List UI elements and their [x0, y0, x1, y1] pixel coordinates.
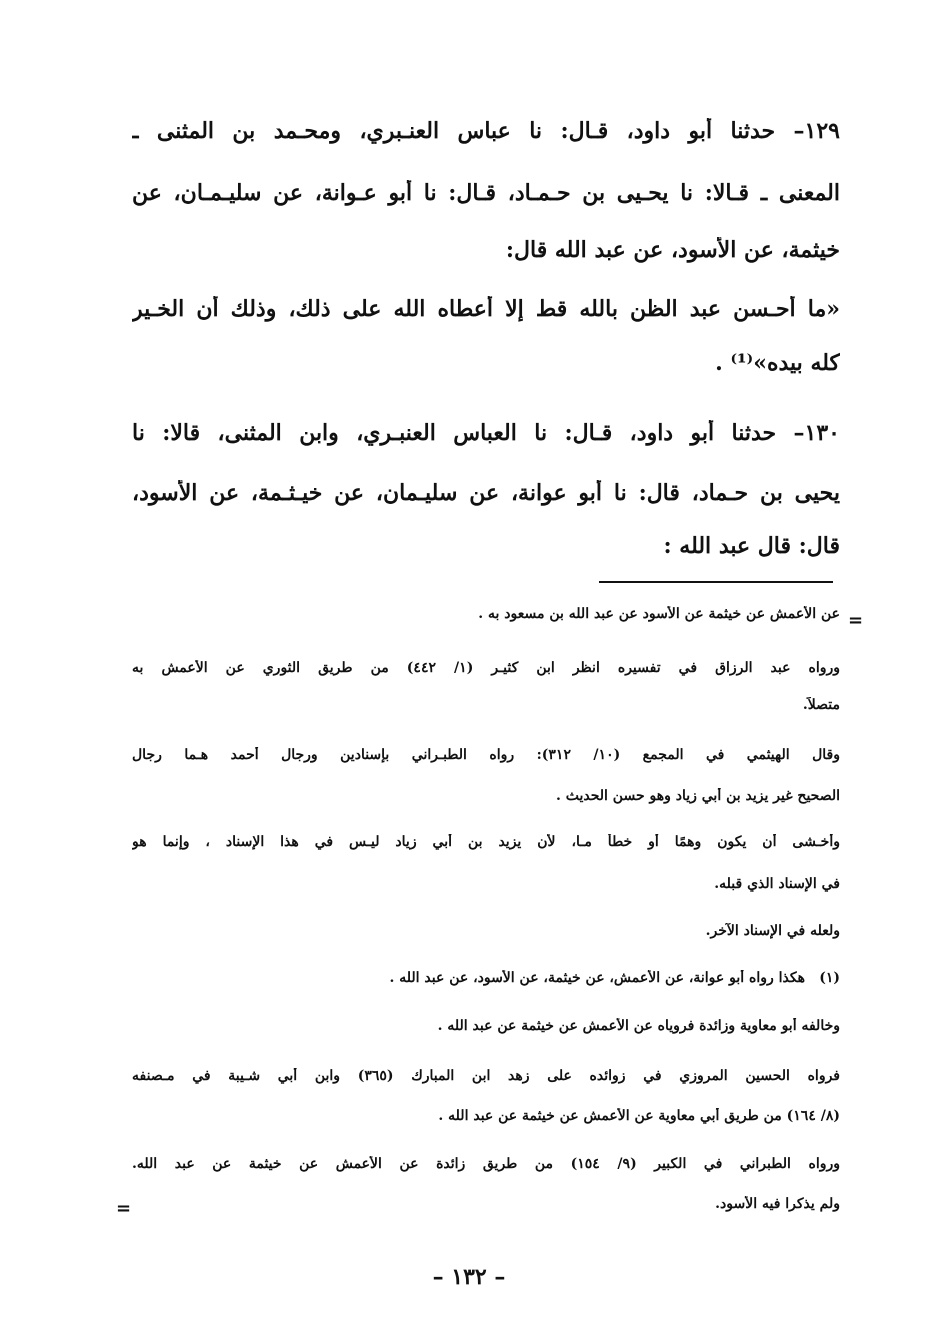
footnote-1-line-1: هكذا رواه أبو عوانة، عن الأعمش، عن خيثمة، عن الأسود، عن عبد الله .: [389, 970, 805, 986]
hadith-130-line-1: ١٣٠– حدثنا أبو داود، قـال: نا العباس العنبـري، وابن المثنى، قالا: نا: [132, 420, 840, 446]
continuation-mark-bottom: =: [116, 1198, 132, 1219]
footnote-cont-line-3: متصلاً.: [802, 697, 840, 713]
page-number: – ١٣٢ –: [432, 1264, 506, 1290]
footnote-cont-line-8: ولعله في الإسناد الآخر.: [705, 923, 840, 939]
hadith-129-line-3: خيثمة، عن الأسود، عن عبد الله قال:: [505, 237, 840, 263]
footnote-1-line-6: ولم يذكرا فيه الأسود.: [715, 1196, 840, 1212]
footnote-1-line-2: وخالفه أبو معاوية وزائدة فروياه عن الأعمش عن خيثمة عن عبد الله .: [437, 1018, 840, 1034]
footnote-cont-line-2: ورواه عبد الرزاق في تفسيره انظر ابن كثيـر (١/ ٤٤٢) من طريق الثوري عن الأعمش به: [132, 660, 840, 676]
footnote-1-line-5: ورواه الطبراني في الكبير (٩/ ١٥٤) من طريق زائدة عن الأعمش عن خيثمة عن عبد الله.: [132, 1156, 840, 1172]
hadith-130-line-2: يحيى بن حـماد، قال: نا أبو عوانة، عن سليـمان، عن خيـثـمة، عن الأسود،: [132, 480, 840, 506]
footnote-cont-line-4: وقال الهيثمي في المجمع (١٠/ ٣١٢): رواه الطبـراني بإسنادين ورجال أحمد هـما رجال: [132, 747, 840, 763]
footnote-1-number: (١): [819, 970, 840, 986]
footnote-cont-line-1: عن الأعمش عن خيثمة عن الأسود عن عبد الله بن مسعود به .: [478, 606, 840, 622]
continuation-mark-top: =: [848, 610, 864, 631]
footnote-1-line-3: فرواه الحسين المروزي في زوائده على زهد ابن المبارك (٣٦٥) وابن أبي شـيبة في مـصنفه: [132, 1068, 840, 1084]
hadith-129-line-2: المعنى ـ قـالا: نا يحـيى بن حـمـاد، قـال: نا أبو عـوانة، عن سليـمـان، عن: [132, 180, 840, 206]
hadith-129-line-5: كله بيده»⁽¹⁾ .: [715, 350, 840, 376]
footnote-cont-line-6: وأخـشى أن يكون وهمًا أو خطأ مـا، لأن يزيد بن أبي زياد ليـس في هذا الإسناد ، وإنما هو: [132, 834, 840, 850]
hadith-129-line-1: ١٢٩– حدثنا أبو داود، قـال: نا عباس العنـبري، ومحـمد بن المثنى ـ: [132, 118, 840, 144]
footnote-cont-line-7: في الإسناد الذي قبله.: [714, 876, 840, 892]
footnote-1-line-4: (٨/ ١٦٤) من طريق أبي معاوية عن الأعمش عن خيثمة عن عبد الله .: [438, 1108, 840, 1124]
hadith-129-line-4: «ما أحـسن عبد الظن بالله قط إلا أعطاه الله على ذلك، وذلك أن الخـير: [132, 296, 840, 322]
hadith-130-line-3: قال: قال عبد الله :: [663, 533, 840, 559]
footnote-cont-line-5: الصحيح غير يزيد بن أبي زياد وهو حسن الحديث .: [556, 788, 840, 804]
footnote-separator: [599, 581, 833, 583]
